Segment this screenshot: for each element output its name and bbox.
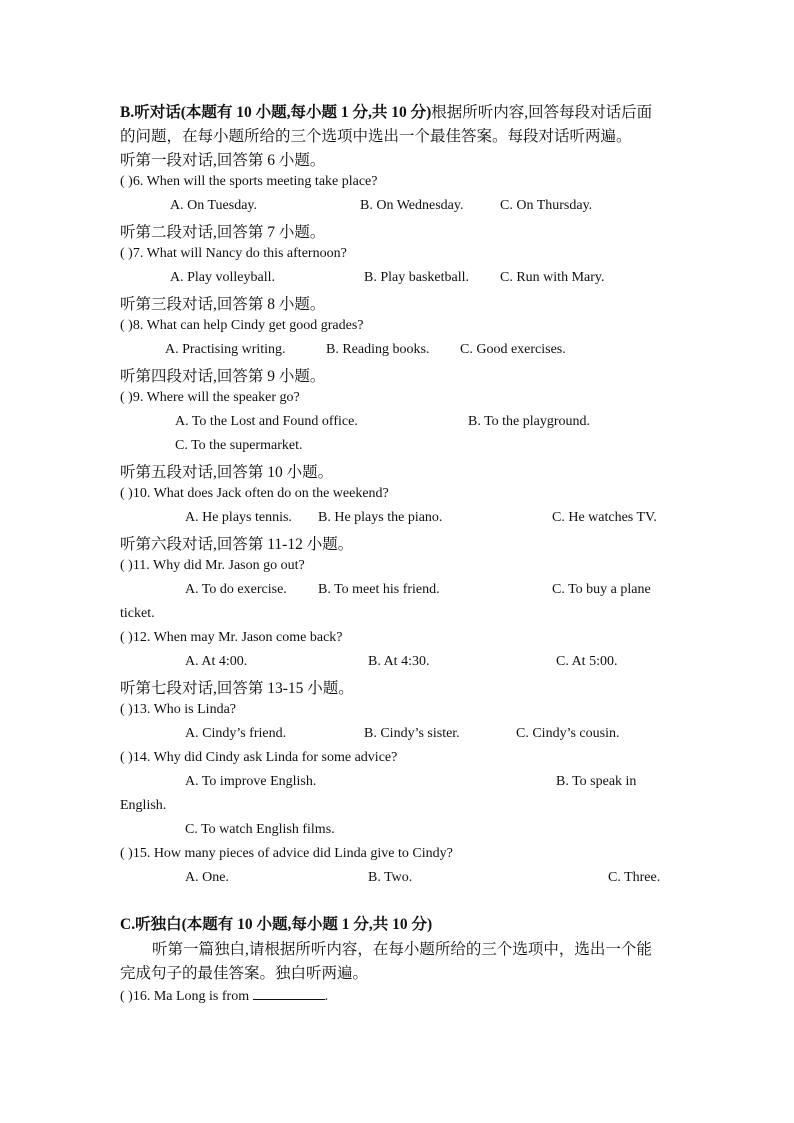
question-7: ( )7. What will Nancy do this afternoon? [120,246,347,261]
question-6: ( )6. When will the sports meeting take place? [120,174,378,189]
q6-option-a: A. On Tuesday. [170,198,257,213]
question-9: ( )9. Where will the speaker go? [120,390,300,405]
q9-option-b: B. To the playground. [468,414,591,429]
q13-option-a: A. Cindy’s friend. [185,726,287,741]
question-16-period: . [324,989,329,1004]
dialogue-3-header: 听第三段对话,回答第 8 小题。 [120,296,326,313]
q8-option-b: B. Reading books. [326,342,430,357]
section-c-intro-line1: 听第一篇独白,请根据所听内容，在每小题所给的三个选项中，选出一个能 [152,941,652,958]
q7-option-b: B. Play basketball. [364,270,469,285]
dialogue-6-header: 听第六段对话,回答第 11-12 小题。 [120,536,354,553]
question-12: ( )12. When may Mr. Jason come back? [120,630,343,645]
section-b-intro: 根据所听内容,回答每段对话后面 [431,104,653,121]
q11-option-a: A. To do exercise. [185,582,287,597]
q14-option-b: B. To speak in [556,774,637,789]
q11-option-b: B. To meet his friend. [318,582,440,597]
dialogue-4-header: 听第四段对话,回答第 9 小题。 [120,368,326,385]
q8-option-c: C. Good exercises. [460,342,566,357]
question-8: ( )8. What can help Cindy get good grades? [120,318,364,333]
dialogue-7-header: 听第七段对话,回答第 13-15 小题。 [120,680,354,697]
section-c-intro-line2: 完成句子的最佳答案。独白听两遍。 [120,965,369,982]
question-13: ( )13. Who is Linda? [120,702,236,717]
question-11: ( )11. Why did Mr. Jason go out? [120,558,305,573]
q6-option-c: C. On Thursday. [500,198,593,213]
q15-option-b: B. Two. [368,870,413,885]
q13-option-c: C. Cindy’s cousin. [516,726,620,741]
section-b-heading [120,100,652,122]
q14-option-c: C. To watch English films. [185,822,335,837]
q14-option-a: A. To improve English. [185,774,317,789]
answer-blank [253,987,325,1000]
dialogue-5-header: 听第五段对话,回答第 10 小题。 [120,464,334,481]
question-14: ( )14. Why did Cindy ask Linda for some advice? [120,750,398,765]
q10-option-a: A. He plays tennis. [185,510,292,525]
q12-option-a: A. At 4:00. [185,654,248,669]
dialogue-2-header: 听第二段对话,回答第 7 小题。 [120,224,326,241]
q6-option-b: B. On Wednesday. [360,198,464,213]
q10-option-c: C. He watches TV. [552,510,657,525]
dialogue-1-header: 听第一段对话,回答第 6 小题。 [120,152,326,169]
question-10: ( )10. What does Jack often do on the weekend? [120,486,389,501]
q14-option-b-continued: English. [120,798,167,813]
q10-option-b: B. He plays the piano. [318,510,443,525]
q7-option-a: A. Play volleyball. [170,270,275,285]
question-16-text: ( )16. Ma Long is from [120,989,250,1004]
q13-option-b: B. Cindy’s sister. [364,726,460,741]
section-c-title: C.听独白(本题有 10 小题,每小题 1 分,共 10 分) [120,916,433,933]
section-b-title: B.听对话(本题有 10 小题,每小题 1 分,共 10 分) [120,104,432,121]
q11-option-c: C. To buy a plane [552,582,651,597]
q15-option-a: A. One. [185,870,229,885]
q9-option-c: C. To the supermarket. [175,438,303,453]
q12-option-b: B. At 4:30. [368,654,430,669]
question-16 [120,987,328,1005]
q12-option-c: C. At 5:00. [556,654,618,669]
q7-option-c: C. Run with Mary. [500,270,605,285]
q9-option-a: A. To the Lost and Found office. [175,414,358,429]
q11-option-c-continued: ticket. [120,606,155,621]
section-b-intro-line2: 的问题，在每小题所给的三个选项中选出一个最佳答案。每段对话听两遍。 [120,128,632,145]
question-15: ( )15. How many pieces of advice did Linda give to Cindy? [120,846,453,861]
q15-option-c: C. Three. [608,870,661,885]
q8-option-a: A. Practising writing. [165,342,286,357]
